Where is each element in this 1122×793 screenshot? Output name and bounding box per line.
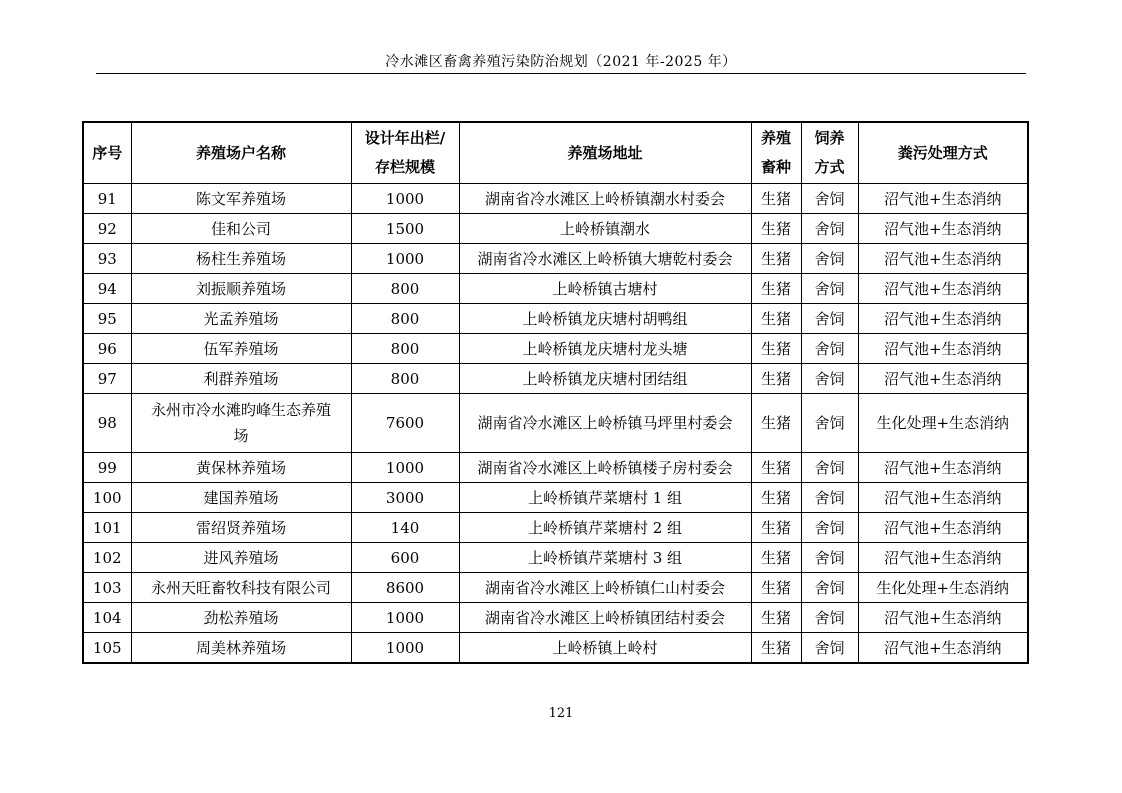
cell-name: 光孟养殖场 (131, 304, 351, 334)
cell-no: 98 (83, 394, 131, 453)
table-row (83, 603, 1028, 633)
table-row (83, 633, 1028, 664)
table-row (83, 184, 1028, 214)
cell-address: 湖南省冷水滩区上岭桥镇大塘乾村委会 (459, 244, 751, 274)
cell-treatment: 沼气池+生态消纳 (858, 364, 1028, 394)
cell-address: 湖南省冷水滩区上岭桥镇楼子房村委会 (459, 453, 751, 483)
column-header-feeding-line2: 方式 (814, 158, 845, 176)
cell-feeding: 舍饲 (801, 513, 858, 543)
cell-name: 黄保林养殖场 (131, 453, 351, 483)
cell-feeding: 舍饲 (801, 603, 858, 633)
table-row (83, 483, 1028, 513)
column-header-species-line1: 养殖 (760, 129, 791, 147)
cell-scale: 1000 (351, 603, 459, 633)
column-header-species (751, 122, 801, 184)
cell-name-line1: 永州市冷水滩昀峰生态养殖 (150, 401, 331, 419)
column-header-feeding (801, 122, 858, 184)
cell-address: 上岭桥镇上岭村 (459, 633, 751, 664)
cell-no: 100 (83, 483, 131, 513)
cell-scale: 1000 (351, 633, 459, 664)
cell-treatment: 沼气池+生态消纳 (858, 453, 1028, 483)
cell-scale: 3000 (351, 483, 459, 513)
cell-scale: 1000 (351, 453, 459, 483)
cell-scale: 1000 (351, 184, 459, 214)
cell-name: 建国养殖场 (131, 483, 351, 513)
cell-species: 生猪 (751, 274, 801, 304)
cell-no: 99 (83, 453, 131, 483)
cell-scale: 8600 (351, 573, 459, 603)
cell-address: 上岭桥镇芹菜塘村 2 组 (459, 513, 751, 543)
column-header-species-line2: 畜种 (760, 158, 791, 176)
table-row (83, 334, 1028, 364)
cell-species: 生猪 (751, 603, 801, 633)
cell-scale: 1500 (351, 214, 459, 244)
table-row (83, 573, 1028, 603)
table-row (83, 244, 1028, 274)
cell-species: 生猪 (751, 513, 801, 543)
cell-feeding: 舍饲 (801, 214, 858, 244)
table-row (83, 364, 1028, 394)
cell-no: 102 (83, 543, 131, 573)
cell-feeding: 舍饲 (801, 334, 858, 364)
cell-scale: 800 (351, 274, 459, 304)
cell-treatment: 沼气池+生态消纳 (858, 214, 1028, 244)
table-row (83, 513, 1028, 543)
cell-name: 雷绍贤养殖场 (131, 513, 351, 543)
cell-name: 劲松养殖场 (131, 603, 351, 633)
column-header-scale (351, 122, 459, 184)
table-header-row (83, 122, 1028, 184)
column-header-scale-line1: 设计年出栏/ (364, 129, 446, 147)
cell-name: 伍军养殖场 (131, 334, 351, 364)
cell-feeding: 舍饲 (801, 483, 858, 513)
header-divider (96, 73, 1026, 74)
cell-species: 生猪 (751, 394, 801, 453)
cell-name: 利群养殖场 (131, 364, 351, 394)
cell-treatment: 沼气池+生态消纳 (858, 304, 1028, 334)
cell-no: 97 (83, 364, 131, 394)
cell-species: 生猪 (751, 633, 801, 664)
cell-no: 92 (83, 214, 131, 244)
cell-no: 103 (83, 573, 131, 603)
cell-address: 上岭桥镇芹菜塘村 1 组 (459, 483, 751, 513)
cell-scale: 800 (351, 304, 459, 334)
cell-address: 上岭桥镇龙庆塘村胡鸭组 (459, 304, 751, 334)
cell-species: 生猪 (751, 184, 801, 214)
cell-name: 永州天旺畜牧科技有限公司 (131, 573, 351, 603)
cell-scale: 140 (351, 513, 459, 543)
table-body (83, 184, 1028, 664)
cell-species: 生猪 (751, 244, 801, 274)
cell-feeding: 舍饲 (801, 453, 858, 483)
cell-address: 湖南省冷水滩区上岭桥镇马坪里村委会 (459, 394, 751, 453)
cell-feeding: 舍饲 (801, 304, 858, 334)
cell-no: 105 (83, 633, 131, 664)
cell-no: 91 (83, 184, 131, 214)
cell-name: 进风养殖场 (131, 543, 351, 573)
cell-species: 生猪 (751, 543, 801, 573)
cell-name (131, 394, 351, 453)
cell-scale: 7600 (351, 394, 459, 453)
table-row (83, 304, 1028, 334)
cell-no: 95 (83, 304, 131, 334)
cell-feeding: 舍饲 (801, 184, 858, 214)
cell-treatment: 沼气池+生态消纳 (858, 244, 1028, 274)
cell-species: 生猪 (751, 304, 801, 334)
table-row (83, 453, 1028, 483)
cell-species: 生猪 (751, 483, 801, 513)
cell-no: 94 (83, 274, 131, 304)
cell-address: 上岭桥镇龙庆塘村团结组 (459, 364, 751, 394)
cell-name: 陈文军养殖场 (131, 184, 351, 214)
cell-name: 周美林养殖场 (131, 633, 351, 664)
cell-address: 上岭桥镇芹菜塘村 3 组 (459, 543, 751, 573)
cell-treatment: 沼气池+生态消纳 (858, 543, 1028, 573)
cell-species: 生猪 (751, 364, 801, 394)
cell-treatment: 沼气池+生态消纳 (858, 184, 1028, 214)
cell-feeding: 舍饲 (801, 543, 858, 573)
cell-name: 佳和公司 (131, 214, 351, 244)
table-row (83, 543, 1028, 573)
cell-name-line2: 场 (233, 427, 249, 445)
cell-treatment: 生化处理+生态消纳 (858, 573, 1028, 603)
column-header-feeding-line1: 饲养 (814, 129, 845, 147)
cell-feeding: 舍饲 (801, 573, 858, 603)
cell-name: 刘振顺养殖场 (131, 274, 351, 304)
cell-treatment: 生化处理+生态消纳 (858, 394, 1028, 453)
column-header-name: 养殖场户名称 (131, 122, 351, 184)
page-number: 121 (548, 706, 574, 721)
cell-no: 96 (83, 334, 131, 364)
column-header-treatment: 粪污处理方式 (858, 122, 1028, 184)
table-row (83, 274, 1028, 304)
column-header-no: 序号 (83, 122, 131, 184)
cell-feeding: 舍饲 (801, 364, 858, 394)
document-header-title: 冷水滩区畜禽养殖污染防治规划（2021 年-2025 年） (385, 54, 737, 70)
cell-species: 生猪 (751, 453, 801, 483)
cell-address: 湖南省冷水滩区上岭桥镇仁山村委会 (459, 573, 751, 603)
cell-no: 93 (83, 244, 131, 274)
cell-address: 上岭桥镇古塘村 (459, 274, 751, 304)
table-row (83, 394, 1028, 453)
cell-treatment: 沼气池+生态消纳 (858, 334, 1028, 364)
cell-feeding: 舍饲 (801, 274, 858, 304)
cell-treatment: 沼气池+生态消纳 (858, 274, 1028, 304)
cell-treatment: 沼气池+生态消纳 (858, 513, 1028, 543)
cell-scale: 800 (351, 364, 459, 394)
cell-address: 湖南省冷水滩区上岭桥镇团结村委会 (459, 603, 751, 633)
cell-scale: 800 (351, 334, 459, 364)
cell-treatment: 沼气池+生态消纳 (858, 603, 1028, 633)
cell-address: 湖南省冷水滩区上岭桥镇潮水村委会 (459, 184, 751, 214)
table-row (83, 214, 1028, 244)
column-header-scale-line2: 存栏规模 (374, 158, 435, 176)
cell-species: 生猪 (751, 573, 801, 603)
cell-no: 101 (83, 513, 131, 543)
cell-treatment: 沼气池+生态消纳 (858, 483, 1028, 513)
cell-no: 104 (83, 603, 131, 633)
cell-feeding: 舍饲 (801, 244, 858, 274)
cell-name: 杨柱生养殖场 (131, 244, 351, 274)
cell-treatment: 沼气池+生态消纳 (858, 633, 1028, 664)
cell-scale: 600 (351, 543, 459, 573)
cell-species: 生猪 (751, 334, 801, 364)
cell-feeding: 舍饲 (801, 633, 858, 664)
cell-address: 上岭桥镇龙庆塘村龙头塘 (459, 334, 751, 364)
farm-table (82, 121, 1029, 664)
cell-scale: 1000 (351, 244, 459, 274)
cell-species: 生猪 (751, 214, 801, 244)
cell-feeding: 舍饲 (801, 394, 858, 453)
column-header-address: 养殖场地址 (459, 122, 751, 184)
cell-address: 上岭桥镇潮水 (459, 214, 751, 244)
